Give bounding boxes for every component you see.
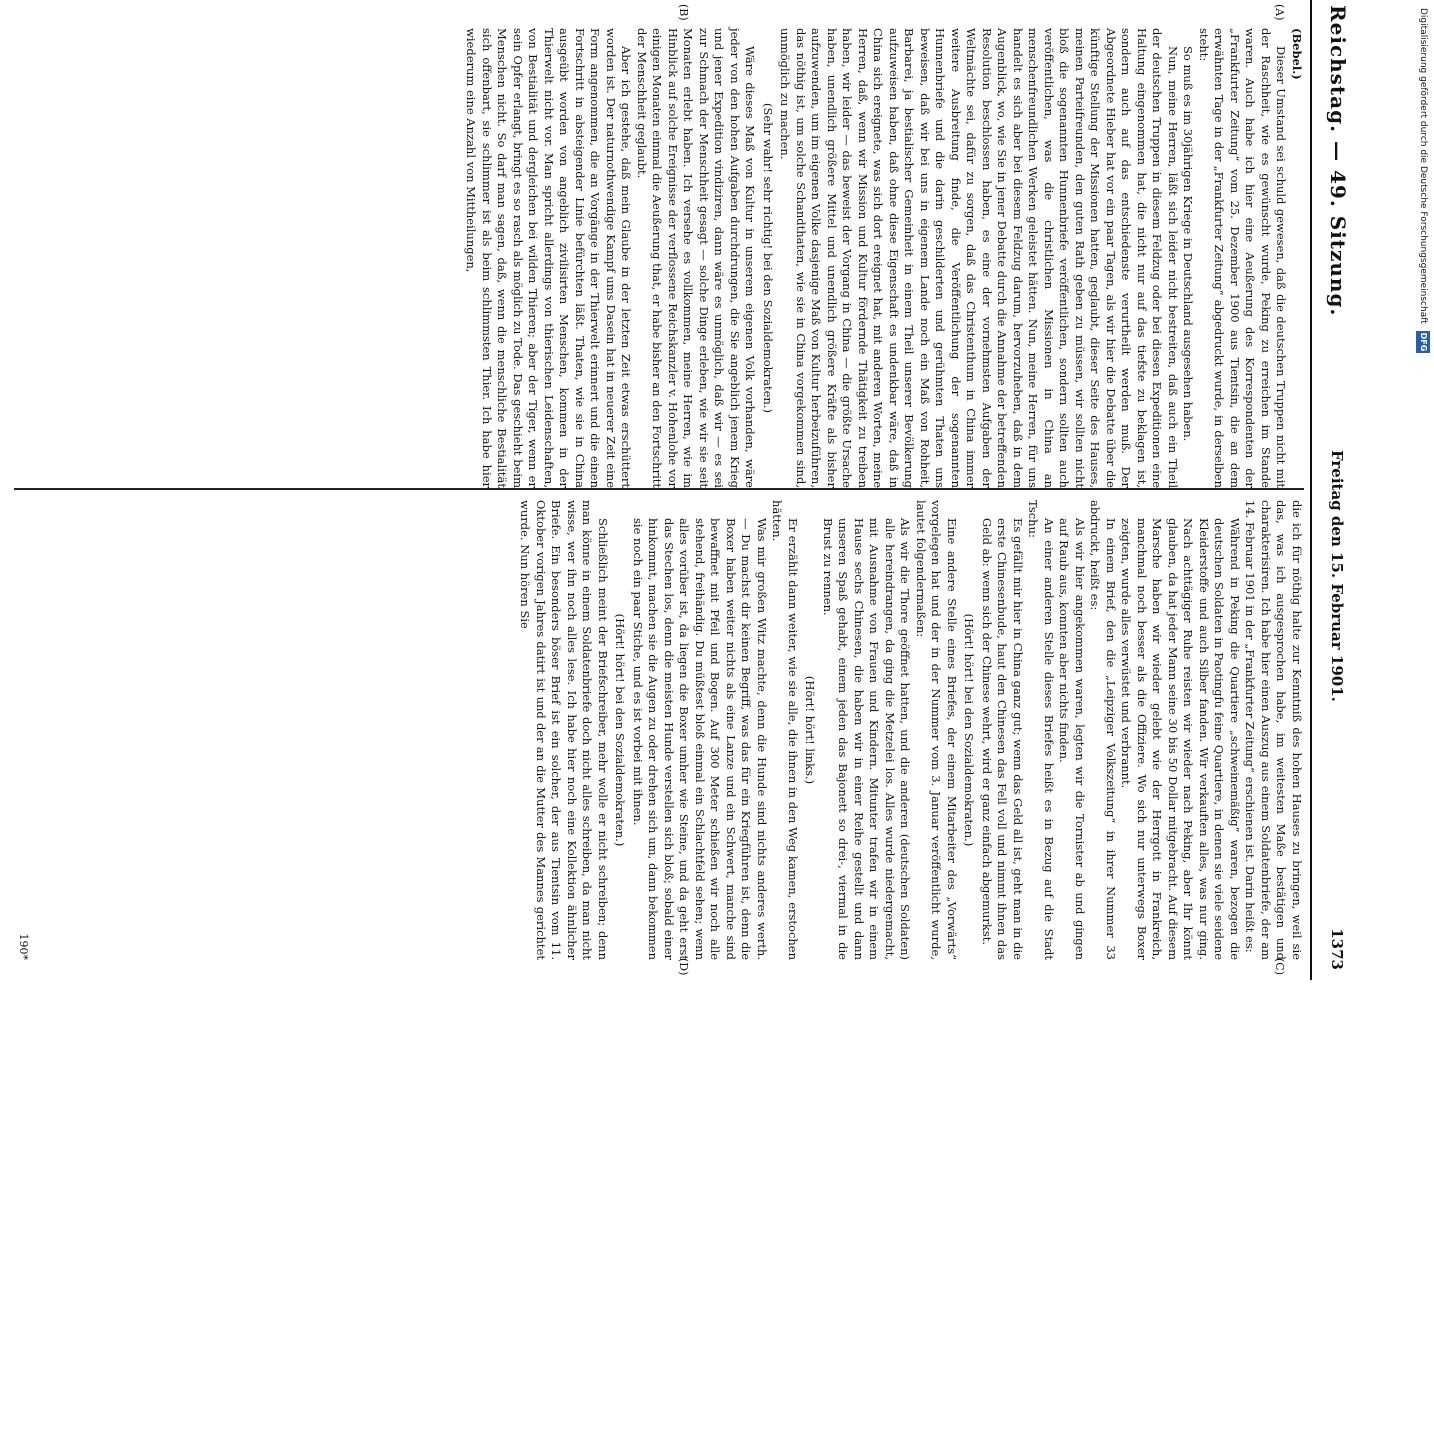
paragraph: Wäre dieses Maß von Kultur in unserem eigenen Volk vorhanden, wäre jeder von den hohen Aufgaben durchdrungen, die Sie angeblich jenem Krieg und jener Expedition vindiziren, dann wäre es unmöglich, daß wir — es sei zur Schmach der Menschheit gesagt — solche Dinge erleben, wie wir sie seit Monaten erlebt haben. Ich versehe es vollkommen, meine Herren, wie im Hinblick auf solche Ereignisse der verflossene Reichskanzler v. Hohenlohe vor einigen Monaten einmal die Aeußerung that, er habe bisher an den Fortschritt der Menschheit geglaubt. bbox=[635, 28, 758, 488]
margin-marker-b: (B) bbox=[677, 4, 690, 21]
digitization-note-text bbox=[1416, 8, 1430, 992]
quote: So muß es im 30jährigen Kriege in Deutschland ausgesehen haben. bbox=[1181, 46, 1196, 442]
page-number: 1373 bbox=[1328, 928, 1346, 970]
dfg-logo: DFG bbox=[1416, 331, 1430, 354]
paragraph: Schließlich meint der Briefschreiber, mehr wolle er nicht schreiben; denn man könne in einem Soldatenbriefe doch nicht alles schreiben, da man nicht wisse, wer ihn noch alles lese. Ich habe hier noch eine Kollektion ähnlicher Briefe. Ein besonders böser Brief ist ein solcher, der aus Tientsin vom 11. Oktober vorigen Jahres datirt ist und der an die Mutter des Mannes gerichtet wurde. Nun hören Sie bbox=[518, 500, 610, 960]
paragraph: Dieser Umstand sei schuld gewesen, daß die deutschen Truppen nicht mit der Raschheit, wie es gewünscht wurde, Peking zu erreichen im Stande waren. Auch habe ich hier eine Aeußerung des Korrespondenten der „Frankfurter Zeitung“ vom 25. Dezember 1900 aus Tientsin, die an dem erwähnten Tage in der „Frankfurter Zeitung“ abgedruckt wurde, in derselben steht: bbox=[1197, 28, 1289, 488]
footer-mark: 190* bbox=[17, 933, 30, 960]
header-center: Freitag den 15. Februar 1901. bbox=[1328, 450, 1346, 702]
interjection: (Hört! hört! links.) bbox=[803, 675, 818, 785]
interjection: (Sehr wahr! sehr richtig! bei den Sozialdemokraten.) bbox=[761, 103, 775, 413]
quote: Als wir hier angekommen waren, legten wir die Tornister ab und gingen auf Raub aus, konnten aber nichts finden. bbox=[1057, 518, 1087, 960]
speaker-name: (Bebel.) bbox=[1290, 28, 1304, 80]
paragraph: Eine andere Stelle eines Briefes, der einem Mitarbeiter des „Vorwärts“ vorgelegen hat und der in der Nummer vom 3. Januar veröffentlicht wurde, lautet folgendermaßen: bbox=[914, 500, 959, 960]
paragraph: Aber ich gestehe, daß mein Glaube in der letzten Zeit etwas erschüttert worden ist. Der naturnothwendige Kampf ums Dasein hat in neuerer Zeit eine Form angenommen, die an Vorgänge in der Thierwelt erinnert und die einen Fortschritt in absteigender Linie befürchten läßt. Thaten, wie sie in China ausgeübt worden von angeblich zivilisirten Menschen, kommen in der Thierwelt nicht vor. Man spricht allerdings von thierischen Leidenschaften, von Bestialität und dergleichen bei wilden Thieren; aber der Tiger, wenn er sein Opfer erlangt, bringt es so rasch als möglich zu Tode. Das geschieht beim Menschen nicht. So darf man sagen, daß, wenn die menschliche Bestialität sich offenbart, sie schlimmer ist als beim schlimmsten Thier. Ich habe hier wiederum eine Anzahl von Mittheilungen, bbox=[464, 28, 634, 488]
header-left: Reichstag. — 49. Sitzung. bbox=[1326, 5, 1350, 317]
paragraph: Nun, meine Herren, läßt sich leider nicht bestreiten, daß auch ein Theil der deutschen Truppen in diesem Feldzug oder bei diesen Expeditionen eine Haltung eingenommen hat, die nicht nur auf das tiefste zu beklagen ist, sondern auch auf das entschiedenste verurtheilt werden muß. Der Abgeordnete Hieber hat vor ein paar Tagen, als wir hier die Debatte über die künftige Stellung der Missionen hatten, geglaubt, dieser Seite des Hauses, meinen Parteifreunden, den guten Rath geben zu müssen, wir sollten nicht bloß die sogenannten Hunnenbriefe veröffentlichen, sondern sollten auch veröffentlichen, was die christlichen Missionen in China an menschenfreundlichen Werken geleistet hätten. Nun, meine Herren, für uns handelt es sich aber bei diesem Feldzug darum, hervorzuheben, daß in dem Augenblick, wo, wie Sie in jener Debatte durch die Annahme der betreffenden Resolution beschlossen haben, es eine der vornehmsten Aufgaben der Weltmächte sei, dafür zu sorgen, daß das Christenthum in China immer weitere Ausbreitung finde, die Veröffentlichung der sogenannten Hunnenbriefe und die darin geschilderten und gerühmten Thaten uns beweisen, daß wir bei uns in eigenem Lande noch ein Maß von Rohheit, Barbarei, ja bestialischer Gemeinheit in einem Theil unserer Bevölkerung aufzuweisen haben, daß ohne diese Eigenschaft es undenkbar wäre, daß in China sich ereignete, was sich dort ereignet hat, mit anderen Worten, meine Herren, daß, wenn wir Mission und Kultur fördernde Thätigkeit zu treiben haben, wir leider — das beweist der Vorgang in China — die größte Ursache haben, unendlich größere Mittel und unendlich größere Kräfte als bisher aufzuwenden, um im eigenen Volke dasjenige Maß von Kultur herbeizuführen, das nöthig ist, um solche Schandthaten, wie sie in China vorgekommen sind, unmöglich zu machen. bbox=[778, 28, 1180, 488]
quote: Als wir die Thore geöffnet hatten, und die anderen (deutschen Soldaten) alle hereindrangen, da ging die Metzelei los. Alles wurde niedergemacht, mit Ausnahme von Frauen und Kindern. Mitunter trafen wir in einem Hause sechs Chinesen, die haben wir in einer Reihe gestellt und dann unseren Spaß gehabt, einem jeden das Bajonett so drei-, viermal in die Brust zu rennen. bbox=[821, 518, 913, 960]
paragraph: Er erzählt dann weiter, wie sie alle, die ihnen in den Weg kamen, erstochen hätten. bbox=[770, 500, 800, 960]
margin-marker-c: (C) bbox=[1273, 958, 1286, 975]
quote: Es gefällt mir hier in China ganz gut; wenn das Geld all ist, geht man in die erste Chinesenbude, haut den Chinesen das Fell voll und nimmt ihnen das Geld ab: wenn sich der Chinese wehrt, wird er ganz einfach abgemurkst. bbox=[980, 518, 1025, 960]
margin-marker-a: (A) bbox=[1273, 4, 1286, 21]
left-column bbox=[463, 28, 1304, 488]
margin-marker-d: (D) bbox=[677, 958, 690, 976]
column-divider bbox=[14, 488, 1304, 490]
interjection: (Hört! hört! bei den Sozialdemokraten.) bbox=[962, 613, 977, 847]
quote: Während in Peking die Quartiere „schweinemäßig“ waren, bezogen die deutschen Soldaten in Paotingfu feine Quartiere, in denen sie viele seidene Kleiderstoffe und auch Silber fanden. Wir verkauften alles, was nur ging. Nach achttägiger Ruhe reisten wir wieder nach Peking, aber Ihr könnt glauben, da hat jeder Mann seine 30 bis 50 Dollar mitgebracht. Auf diesem Marsche haben wir wieder gelebt wie der Herrgott in Frankreich, manchmal noch besser als die Offiziere. Wo sich nur unterwegs Boxer zeigten, wurde alles verwüstet und verbrannt. bbox=[1119, 518, 1242, 960]
paragraph: In einem Brief, den die „Leipziger Volkszeitung“ in ihrer Nummer 33 abdruckt, heißt es: bbox=[1088, 500, 1118, 960]
interjection: (Hört! hört! bei den Sozialdemokraten.) bbox=[613, 613, 628, 847]
right-column bbox=[517, 500, 1304, 960]
digitization-note bbox=[1416, 8, 1430, 992]
page-header bbox=[1320, 0, 1390, 980]
header-rule bbox=[1310, 0, 1312, 980]
paragraph: die ich für nöthig halte zur Kenntniß des hohen Hauses zu bringen, weil sie das, was ich ausgesprochen habe, im weitesten Maße bestätigen und charakterisiren. Ich habe hier einen Auszug aus einem Soldatenbriefe, der am 14. Februar 1901 in der „Frankfurter Zeitung“ erschienen ist. Darin heißt es: bbox=[1243, 500, 1304, 960]
paragraph: An einer anderen Stelle dieses Briefes heißt es in Bezug auf die Stadt Tschu: bbox=[1026, 500, 1056, 960]
quote: Was mir großen Witz machte, denn die Hunde sind nichts anderes werth. — Du machst dir keinen Begriff, was das für ein Kriegführen ist, denn die Boxer haben weiter nichts als eine Lanze und ein Schwert, manche sind bewaffnet mit Pfeil und Bogen. Auf 300 Meter schießen wir noch alle stehend, freihändig. Du müßtest bloß einmal ein Schlachtfeld sehen; wenn alles vorüber ist, da liegen die Boxer umher wie Steine, und da geht erst das Stechen los, denn die meisten Hunde verstellen sich bloß; sobald einer hinkommt, machen sie die Augen zu oder drehen sich um, dann bekommen sie noch ein paar Stiche, und es ist vorbei mit ihnen. bbox=[631, 518, 769, 960]
funding-text: Digitalisierung gefördert durch die Deutsche Forschungsgemeinschaft bbox=[1418, 8, 1428, 324]
